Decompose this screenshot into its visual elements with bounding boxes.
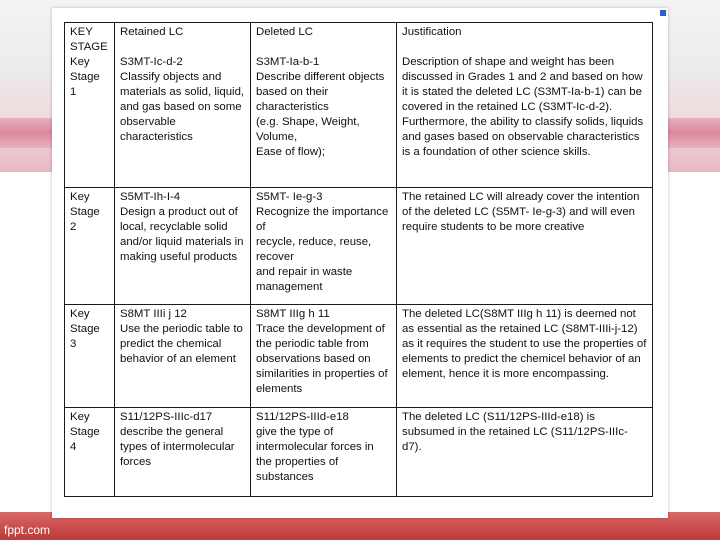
justification-cell: The deleted LC (S11/12PS-IIId-e18) is subsumed in the retained LC (S11/12PS-IIIc-d7). — [397, 408, 653, 497]
retained-lc-cell: S8MT IIIi j 12 Use the periodic table to predict the chemical behavior of an element — [115, 305, 251, 408]
deleted-lc-cell: S5MT- Ie-g-3 Recognize the importance of recycle, reduce, reuse, recover and repair in waste management — [251, 188, 397, 305]
justification-cell: Justification Description of shape and weight has been discussed in Grades 1 and 2 and based on how it is stated the deleted LC (S3MT-Ia-b-1) can be covered in the retained LC (S3MT-Ic-d-2). Furthermore, the ability to classify solids, liquids and gases based on observable characteristics is a foundation of other science skills. — [397, 23, 653, 188]
justification-cell: The retained LC will already cover the intention of the deleted LC (S5MT- Ie-g-3) and will even require students to be more creative — [397, 188, 653, 305]
table-row — [65, 23, 653, 188]
retained-lc-cell: S5MT-Ih-I-4 Design a product out of local, recyclable solid and/or liquid materials in making useful products — [115, 188, 251, 305]
justification-cell: The deleted LC(S8MT IIIg h 11) is deemed not as essential as the retained LC (S8MT-IIIi-j-12) as it requires the student to use the properties of elements to predict the chemicel behavior of an element, hence it is more encompassing. — [397, 305, 653, 408]
retained-lc-cell: S11/12PS-IIIc-d17 describe the general types of intermolecular forces — [115, 408, 251, 497]
stage-cell: KEY STAGE Key Stage 1 — [65, 23, 115, 188]
retained-lc-cell: Retained LC S3MT-Ic-d-2 Classify objects and materials as solid, liquid, and gas based on some observable characteristics — [115, 23, 251, 188]
slide-corner-marker — [660, 10, 666, 16]
deleted-lc-cell: Deleted LC S3MT-Ia-b-1 Describe different objects based on their characteristics (e.g. Shape, Weight, Volume, Ease of flow); — [251, 23, 397, 188]
stage-cell: Key Stage 2 — [65, 188, 115, 305]
deleted-lc-cell: S8MT IIIg h 11 Trace the development of the periodic table from observations based on similarities in properties of elements — [251, 305, 397, 408]
table-row — [65, 188, 653, 305]
stage-cell: Key Stage 3 — [65, 305, 115, 408]
stage-cell: Key Stage 4 — [65, 408, 115, 497]
table-row — [65, 408, 653, 497]
curriculum-table — [64, 22, 653, 497]
footer-watermark: fppt.com — [4, 523, 51, 537]
table-row — [65, 305, 653, 408]
deleted-lc-cell: S11/12PS-IIId-e18 give the type of intermolecular forces in the properties of substances — [251, 408, 397, 497]
